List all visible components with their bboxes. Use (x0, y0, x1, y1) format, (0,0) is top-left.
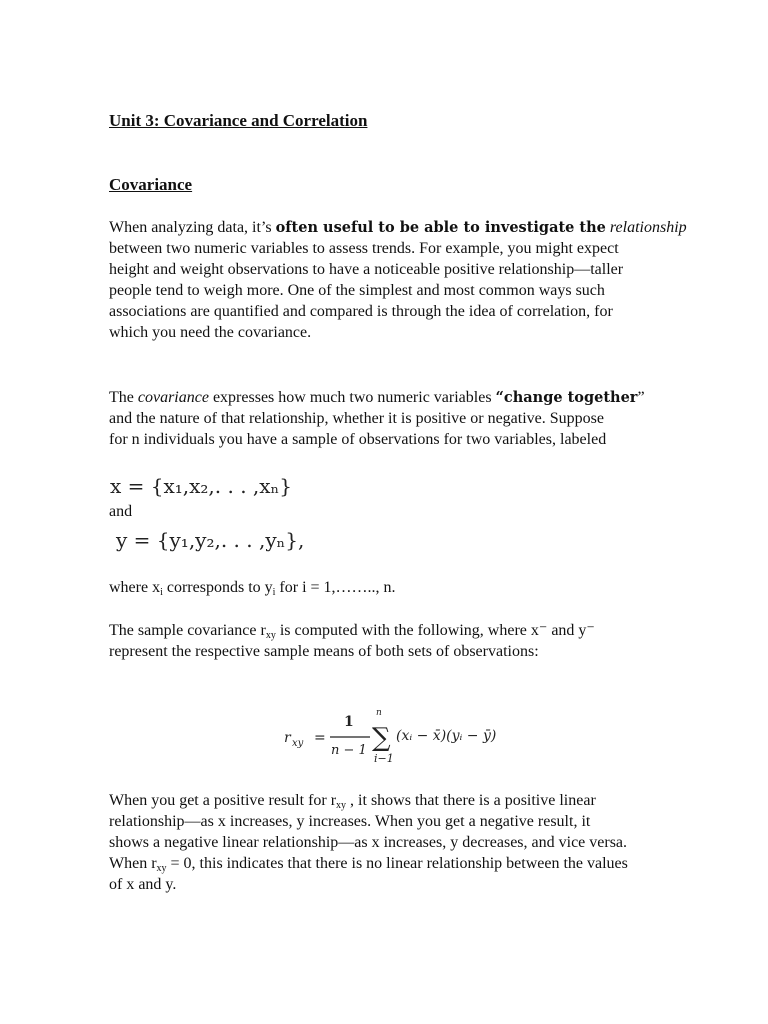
text-run: The (109, 389, 138, 406)
paragraph-line: for n individuals you have a sample of observations for two variables, labeled (109, 431, 607, 448)
formula-lhs-subscript: xy (292, 738, 304, 749)
subscript: xy (336, 800, 347, 811)
paragraph-line: people tend to weigh more. One of the simplest and most common ways such (109, 282, 605, 299)
italic-text: relationship (609, 219, 687, 236)
paragraph-line: and the nature of that relationship, whether it is positive or negative. Suppose (109, 410, 604, 427)
italic-text: covariance (137, 389, 209, 406)
paragraph-line: relationship—as x increases, y increases. When you get a negative result, it (109, 813, 591, 830)
paragraph-line: between two numeric variables to assess trends. For example, you might expect (109, 240, 619, 257)
text-run: = 0, this indicates that there is no linear relationship between the values (166, 855, 628, 872)
paragraph-covariance (109, 387, 693, 450)
covariance-formula (284, 706, 544, 766)
text-run: When r (109, 855, 157, 872)
paragraph-correspondence (109, 577, 693, 598)
paragraph-line (109, 387, 693, 408)
text-run: corresponds to y (162, 579, 273, 596)
formula-body: (xᵢ − x̄)(yᵢ − ȳ) (396, 728, 497, 744)
equation-x-set: x = {x₁,x₂,. . . ,xₙ} (110, 474, 292, 498)
paragraph-interpretation (109, 790, 693, 895)
paragraph-intro (109, 217, 693, 343)
page-title: Unit 3: Covariance and Correlation (109, 111, 368, 130)
summation-symbol: ∑ (372, 723, 391, 753)
bold-text: often useful to be able to investigate the (275, 219, 606, 236)
equation-y-set: y = {y₁,y₂,. . . ,yₙ}, (116, 528, 305, 552)
section-heading: Covariance (109, 175, 193, 194)
bold-text: “change together (495, 389, 638, 406)
subscript: xy (156, 863, 167, 874)
text-run: When analyzing data, it’s (109, 219, 276, 236)
paragraph-line: represent the respective sample means of both sets of observations: (109, 643, 539, 660)
text-run: , it shows that there is a positive linear (346, 792, 596, 809)
paragraph-line (109, 790, 693, 811)
paragraph-line: of x and y. (109, 876, 177, 893)
text-run: The sample covariance r (109, 622, 266, 639)
paragraph-sample-covariance (109, 620, 693, 662)
summation-upper: n (376, 708, 382, 718)
formula-equals: = (314, 730, 326, 746)
paragraph-line (109, 577, 693, 598)
formula-denominator: n − 1 (331, 743, 367, 758)
paragraph-line: shows a negative linear relationship—as x increases, y decreases, and vice versa. (109, 834, 628, 851)
and-text: and (109, 503, 133, 520)
formula-numerator: 1 (344, 714, 354, 730)
paragraph-line (109, 853, 693, 874)
paragraph-line (109, 217, 693, 238)
text-run: where x (109, 579, 161, 596)
text-run: for i = 1,…….., n. (275, 579, 396, 596)
text-run: is computed with the following, where x⁻ and y⁻ (275, 622, 595, 639)
subscript: xy (265, 630, 276, 641)
summation-lower: i−1 (374, 752, 394, 765)
text-run: expresses how much two numeric variables (208, 389, 496, 406)
paragraph-line (109, 620, 693, 641)
text-run: When you get a positive result for r (109, 792, 337, 809)
paragraph-line: which you need the covariance. (109, 324, 312, 341)
text-run: ” (637, 389, 645, 406)
paragraph-line: height and weight observations to have a noticeable positive relationship—taller (109, 261, 624, 278)
subscript: i (272, 587, 276, 598)
formula-lhs: r (284, 730, 291, 746)
subscript: i (160, 587, 163, 598)
paragraph-line: associations are quantified and compared is through the idea of correlation, for (109, 303, 613, 320)
